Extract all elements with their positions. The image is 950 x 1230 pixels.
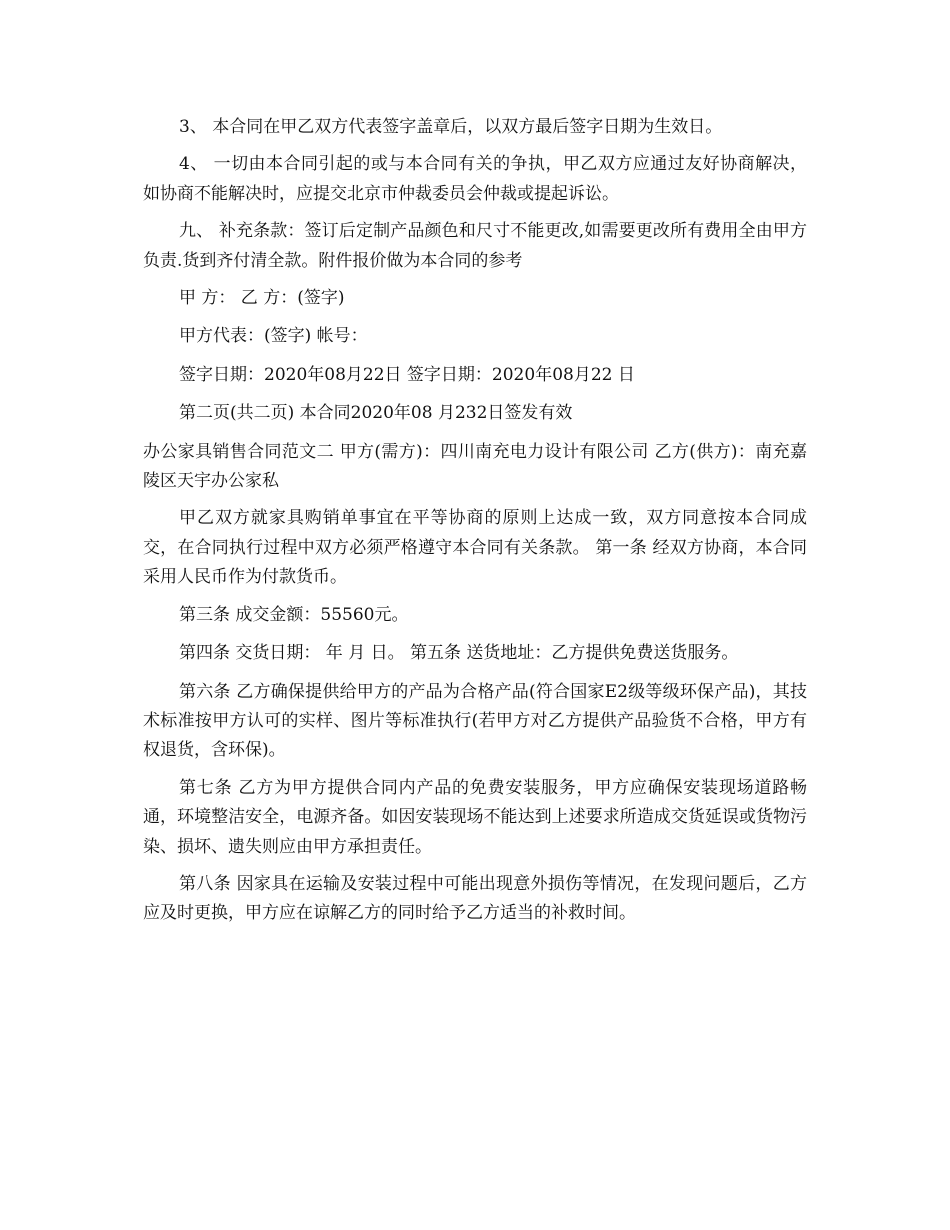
agreement-intro: 甲乙双方就家具购销单事宜在平等协商的原则上达成一致，双方同意按本合同成交，在合同执行过程中双方必须严格遵守本合同有关条款。 第一条 经双方协商，本合同采用人民币作为付款货币。 bbox=[143, 508, 807, 588]
article-8-damage: 第八条 因家具在运输及安装过程中可能出现意外损伤等情况，在发现问题后，乙方应及时更换，甲方应在谅解乙方的同时给予乙方适当的补救时间。 bbox=[143, 873, 807, 924]
article-6-quality: 第六条 乙方确保提供给甲方的产品为合格产品(符合国家E2级等级环保产品)，其技术标准按甲方认可的实样、图片等标准执行(若甲方对乙方提供产品验货不合格，甲方有权退货，含环保)。 bbox=[143, 681, 807, 761]
supplementary-terms: 九、 补充条款：签订后定制产品颜色和尺寸不能更改,如需要更改所有费用全由甲方负责.货到齐付清全款。附件报价做为本合同的参考 bbox=[143, 221, 807, 271]
article-4-5-delivery: 第四条 交货日期： 年 月 日。 第五条 送货地址：乙方提供免费送货服务。 bbox=[179, 643, 739, 664]
contract-two-title-parties: 办公家具销售合同范文二 甲方(需方)：四川南充电力设计有限公司 乙方(供方)：南充嘉陵区天宇办公家私 bbox=[143, 441, 807, 492]
article-3-amount: 第三条 成交金额：55560元。 bbox=[179, 604, 409, 625]
clause-4-dispute-resolution: 4、 一切由本合同引起的或与本合同有关的争执，甲乙双方应通过友好协商解决，如协商不能解决时，应提交北京市仲裁委员会仲裁或提起诉讼。 bbox=[143, 154, 807, 204]
page-note: 第二页(共二页) 本合同2020年08 月232日签发有效 bbox=[179, 403, 573, 424]
signature-date-line: 签字日期：2020年08月22日 签字日期：2020年08月22 日 bbox=[179, 364, 635, 385]
document-body bbox=[143, 113, 807, 937]
article-7-installation: 第七条 乙方为甲方提供合同内产品的免费安装服务，甲方应确保安装现场道路畅通，环境整洁安全，电源齐备。如因安装现场不能达到上述要求所造成交货延误或货物污染、损坏、遗失则应由甲方承担责任。 bbox=[143, 777, 807, 857]
clause-3-effective-date: 3、 本合同在甲乙双方代表签字盖章后，以双方最后签字日期为生效日。 bbox=[179, 117, 723, 137]
party-signature-line: 甲 方： 乙 方：(签字) bbox=[179, 288, 345, 309]
representative-signature-line: 甲方代表：(签字) 帐号： bbox=[179, 326, 368, 347]
